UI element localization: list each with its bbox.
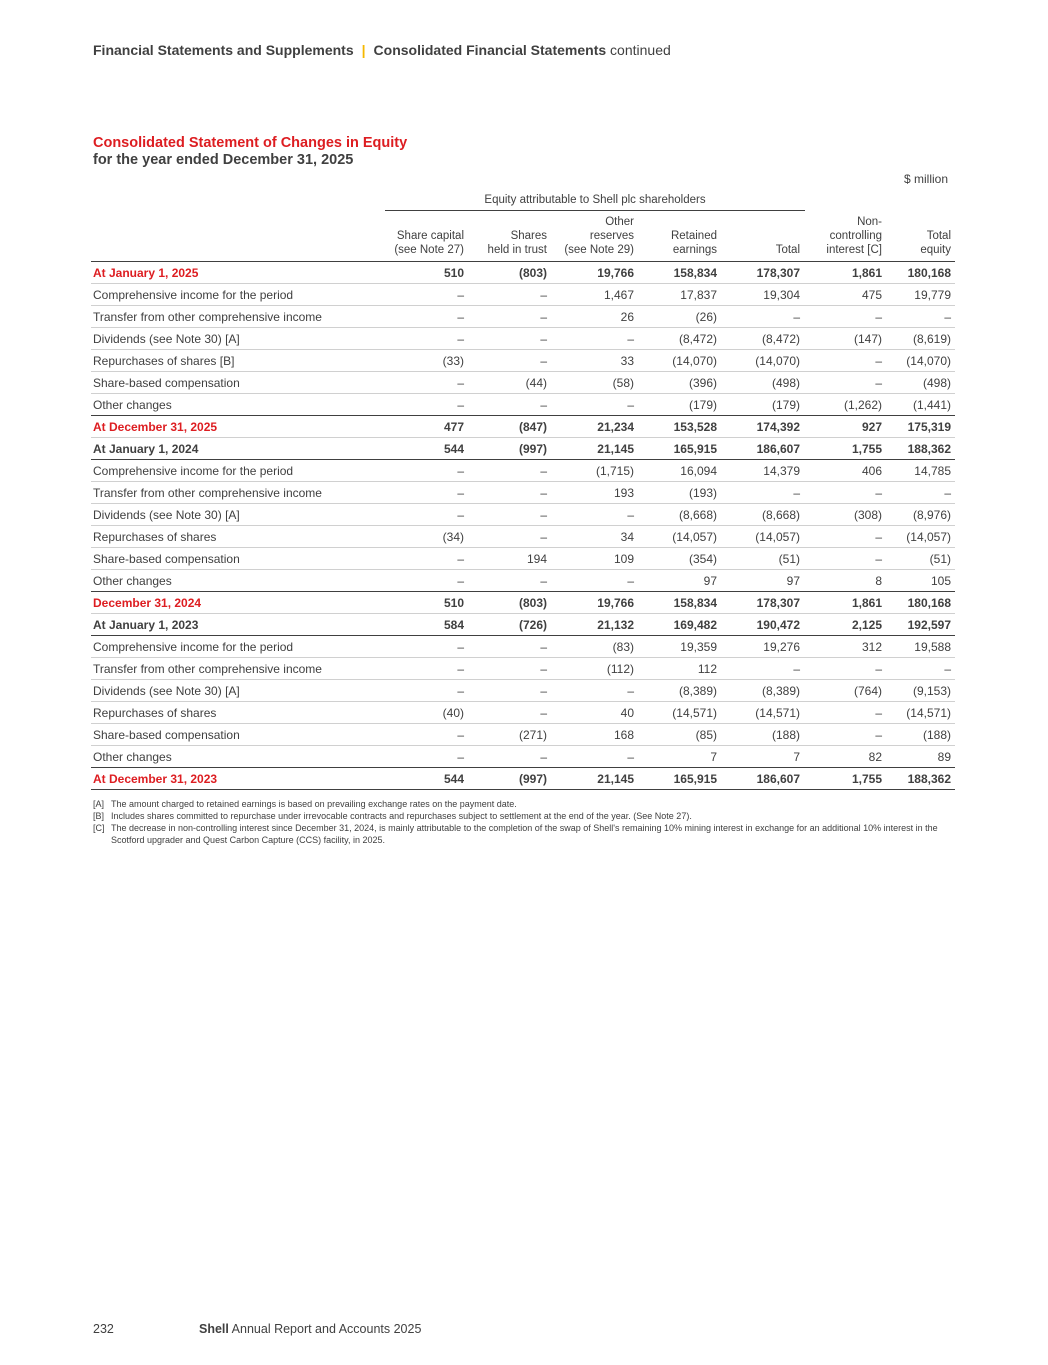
table-cell: – [386,658,468,680]
table-cell: (179) [721,394,804,416]
table-cell: (14,571) [638,702,721,724]
table-cell: 165,915 [638,438,721,460]
table-cell: 180,168 [886,592,955,614]
table-cell: – [386,746,468,768]
table-cell: 312 [804,636,886,658]
table-cell: (14,571) [886,702,955,724]
table-cell: (34) [386,526,468,548]
table-cell: (51) [721,548,804,570]
table-row [91,284,955,306]
table-cell: 475 [804,284,886,306]
column-header-row [91,215,955,262]
table-cell: 188,362 [886,768,955,790]
table-cell: 21,234 [551,416,638,438]
column-header [886,215,955,262]
row-label: Other changes [91,394,386,416]
table-cell: 16,094 [638,460,721,482]
table-cell: 168 [551,724,638,746]
table-cell: 21,132 [551,614,638,636]
footer-report-title: Annual Report and Accounts 2025 [231,1322,422,1336]
footnote-text: The decrease in non-controlling interest since December 31, 2024, is mainly attributable to the completion of the swap of Shell's remaining 10% mining interest in exchange for an additional 10% interest in the Scotford upgrader and Quest Carbon Capture (CCS) facility, in 2025. [111,823,938,845]
row-label: At January 1, 2025 [91,262,386,284]
footnote [93,810,955,822]
row-label: Dividends (see Note 30) [A] [91,328,386,350]
table-cell: (8,668) [638,504,721,526]
table-cell: – [551,394,638,416]
equity-table [91,215,955,790]
footnote [93,822,955,846]
column-header [638,215,721,262]
page-footer [93,1322,421,1336]
table-row [91,548,955,570]
table-cell: (8,472) [638,328,721,350]
table-cell: – [468,328,551,350]
column-header-line: Shares [510,230,547,242]
table-cell: 175,319 [886,416,955,438]
column-header-line: Non- [857,216,882,228]
table-cell: – [804,724,886,746]
row-label: Repurchases of shares [91,526,386,548]
table-cell: – [804,548,886,570]
table-cell: 40 [551,702,638,724]
equity-table-body [91,262,955,790]
table-row [91,460,955,482]
table-cell: – [386,680,468,702]
table-cell: (1,262) [804,394,886,416]
table-cell: 14,785 [886,460,955,482]
statement-title-block [93,135,407,169]
table-cell: – [551,328,638,350]
table-cell: 510 [386,262,468,284]
column-header-line: earnings [672,244,717,256]
row-label: At January 1, 2023 [91,614,386,636]
table-cell: – [468,570,551,592]
footnote-tag: [C] [93,823,105,833]
table-cell: – [721,482,804,504]
row-label: December 31, 2024 [91,592,386,614]
table-cell: (85) [638,724,721,746]
table-cell: (14,571) [721,702,804,724]
table-row [91,614,955,636]
table-cell: – [386,636,468,658]
table-cell: – [386,504,468,526]
column-header [551,215,638,262]
table-cell: – [386,570,468,592]
table-cell: – [721,658,804,680]
table-cell: (803) [468,262,551,284]
column-header-line: (see Note 29) [564,244,634,256]
table-cell: (33) [386,350,468,372]
table-cell: (1,715) [551,460,638,482]
table-row [91,768,955,790]
table-cell: (8,389) [638,680,721,702]
row-label: Other changes [91,746,386,768]
table-cell: 7 [721,746,804,768]
table-row [91,658,955,680]
table-cell: 14,379 [721,460,804,482]
footnote-text: The amount charged to retained earnings is based on prevailing exchange rates on the payment date. [111,799,517,809]
table-cell: (8,976) [886,504,955,526]
table-cell: 19,766 [551,592,638,614]
column-header-line: Share capital [396,230,464,242]
table-cell: 169,482 [638,614,721,636]
table-cell: (44) [468,372,551,394]
table-cell: 21,145 [551,768,638,790]
table-cell: (726) [468,614,551,636]
statement-period: for the year ended December 31, 2025 [93,152,354,168]
footnote-text: Includes shares committed to repurchase under irrevocable contracts and repurchases subject to settlement at the end of the year. (See Note 27). [111,811,692,821]
table-cell: – [386,724,468,746]
table-cell: 19,276 [721,636,804,658]
table-cell: (997) [468,768,551,790]
row-label: Dividends (see Note 30) [A] [91,680,386,702]
table-row [91,724,955,746]
table-cell: 153,528 [638,416,721,438]
table-cell: – [468,680,551,702]
column-header [468,215,551,262]
table-cell: 7 [638,746,721,768]
table-cell: 89 [886,746,955,768]
statement-title: Consolidated Statement of Changes in Equity [93,135,408,151]
table-row [91,702,955,724]
table-cell: 192,597 [886,614,955,636]
table-cell: 477 [386,416,468,438]
table-cell: (83) [551,636,638,658]
table-cell: – [804,702,886,724]
table-cell: – [386,394,468,416]
table-row [91,438,955,460]
table-cell: (14,070) [638,350,721,372]
table-cell: – [468,460,551,482]
table-row [91,746,955,768]
table-cell: 193 [551,482,638,504]
row-label: At January 1, 2024 [91,438,386,460]
column-header-blank [91,215,386,262]
table-cell: 194 [468,548,551,570]
table-cell: – [468,394,551,416]
table-cell: – [804,350,886,372]
table-cell: – [468,636,551,658]
table-cell: – [551,570,638,592]
row-label: Share-based compensation [91,724,386,746]
table-row [91,504,955,526]
row-label: Repurchases of shares [B] [91,350,386,372]
table-row [91,482,955,504]
table-cell: 82 [804,746,886,768]
table-cell: (51) [886,548,955,570]
table-row [91,262,955,284]
column-header-line: (see Note 27) [394,244,464,256]
column-header-line: Other [605,216,634,228]
table-cell: 19,304 [721,284,804,306]
table-cell: – [886,658,955,680]
table-cell: – [804,526,886,548]
table-cell: (803) [468,592,551,614]
table-cell: 174,392 [721,416,804,438]
table-cell: 544 [386,438,468,460]
table-cell: 584 [386,614,468,636]
table-cell: 1,467 [551,284,638,306]
table-cell: – [804,372,886,394]
table-cell: – [804,658,886,680]
table-cell: 19,588 [886,636,955,658]
table-cell: – [468,746,551,768]
table-cell: 158,834 [638,592,721,614]
table-cell: – [386,460,468,482]
table-cell: – [468,306,551,328]
table-cell: (354) [638,548,721,570]
table-row [91,306,955,328]
table-cell: 26 [551,306,638,328]
table-cell: 19,359 [638,636,721,658]
table-cell: – [468,504,551,526]
table-cell: (14,070) [886,350,955,372]
table-cell: (112) [551,658,638,680]
table-cell: 186,607 [721,438,804,460]
table-row [91,570,955,592]
column-header-line: Total [926,230,951,242]
table-cell: (9,153) [886,680,955,702]
table-cell: – [468,284,551,306]
table-cell: (26) [638,306,721,328]
table-cell: (188) [721,724,804,746]
table-cell: 178,307 [721,592,804,614]
row-label: Comprehensive income for the period [91,284,386,306]
table-cell: (1,441) [886,394,955,416]
table-row [91,636,955,658]
unit-label: $ million [903,172,948,186]
table-row [91,680,955,702]
table-cell: 190,472 [721,614,804,636]
row-label: At December 31, 2023 [91,768,386,790]
table-cell: (14,057) [721,526,804,548]
footer-brand: Shell [199,1322,229,1336]
table-row [91,394,955,416]
table-row [91,372,955,394]
table-cell: 21,145 [551,438,638,460]
table-cell: 112 [638,658,721,680]
table-cell: – [886,482,955,504]
table-cell: – [721,306,804,328]
row-label: Repurchases of shares [91,702,386,724]
table-cell: – [386,482,468,504]
table-cell: 97 [721,570,804,592]
row-label: Share-based compensation [91,372,386,394]
table-cell: – [468,658,551,680]
table-cell: (498) [886,372,955,394]
table-row [91,350,955,372]
table-cell: 19,766 [551,262,638,284]
table-cell: (14,057) [886,526,955,548]
row-label: Other changes [91,570,386,592]
row-label: Share-based compensation [91,548,386,570]
table-cell: 927 [804,416,886,438]
column-header-line: Total [775,244,800,256]
table-cell: – [468,350,551,372]
table-cell: 165,915 [638,768,721,790]
table-cell: 109 [551,548,638,570]
table-cell: – [468,702,551,724]
table-cell: – [468,526,551,548]
table-cell: (271) [468,724,551,746]
table-cell: – [551,504,638,526]
table-cell: – [804,482,886,504]
column-header-line: interest [C] [826,244,882,256]
header-divider: | [361,42,366,58]
table-cell: 188,362 [886,438,955,460]
table-cell: 1,755 [804,438,886,460]
row-label: Comprehensive income for the period [91,460,386,482]
column-header-line: equity [920,244,951,256]
table-cell: (997) [468,438,551,460]
row-label: Comprehensive income for the period [91,636,386,658]
table-cell: – [386,328,468,350]
header-subsection: Consolidated Financial Statements [373,42,607,58]
table-cell: 510 [386,592,468,614]
running-header [93,42,671,58]
column-header [721,215,804,262]
row-label: Transfer from other comprehensive income [91,482,386,504]
table-row [91,526,955,548]
table-cell: – [468,482,551,504]
footnote-tag: [A] [93,799,105,809]
table-cell: (147) [804,328,886,350]
row-label: At December 31, 2025 [91,416,386,438]
table-cell: 17,837 [638,284,721,306]
table-cell: 34 [551,526,638,548]
footnotes [93,798,955,846]
page-number: 232 [93,1322,114,1336]
row-label: Transfer from other comprehensive income [91,658,386,680]
table-cell: (764) [804,680,886,702]
table-cell: – [804,306,886,328]
table-cell: – [551,680,638,702]
table-cell: – [386,372,468,394]
table-cell: (847) [468,416,551,438]
equity-group-header: Equity attributable to Shell plc shareholders [385,194,805,211]
table-cell: 97 [638,570,721,592]
column-header-line: reserves [589,230,634,242]
table-cell: (8,389) [721,680,804,702]
table-cell: – [386,284,468,306]
table-cell: – [386,306,468,328]
table-cell: 158,834 [638,262,721,284]
table-cell: 1,861 [804,592,886,614]
table-cell: 19,779 [886,284,955,306]
table-cell: (498) [721,372,804,394]
table-cell: 1,755 [804,768,886,790]
table-cell: (14,057) [638,526,721,548]
table-cell: (193) [638,482,721,504]
table-cell: (8,668) [721,504,804,526]
column-header-line: controlling [829,230,882,242]
table-cell: 180,168 [886,262,955,284]
table-cell: (14,070) [721,350,804,372]
table-cell: 8 [804,570,886,592]
table-cell: – [386,548,468,570]
table-row [91,592,955,614]
table-row [91,328,955,350]
table-cell: 406 [804,460,886,482]
header-section: Financial Statements and Supplements [93,42,354,58]
column-header-line: held in trust [487,244,547,256]
table-cell: – [886,306,955,328]
header-continued: continued [610,42,671,58]
table-cell: (8,619) [886,328,955,350]
table-cell: 544 [386,768,468,790]
table-cell: (188) [886,724,955,746]
row-label: Transfer from other comprehensive income [91,306,386,328]
table-cell: 186,607 [721,768,804,790]
table-cell: – [551,746,638,768]
footnote [93,798,955,810]
table-cell: (8,472) [721,328,804,350]
table-cell: (58) [551,372,638,394]
table-cell: 1,861 [804,262,886,284]
table-cell: (40) [386,702,468,724]
table-cell: 33 [551,350,638,372]
table-cell: 105 [886,570,955,592]
table-cell: 178,307 [721,262,804,284]
table-cell: (308) [804,504,886,526]
column-header [804,215,886,262]
column-header-line: Retained [670,230,717,242]
column-header [386,215,468,262]
table-row [91,416,955,438]
table-cell: (396) [638,372,721,394]
footnote-tag: [B] [93,811,105,821]
row-label: Dividends (see Note 30) [A] [91,504,386,526]
table-cell: (179) [638,394,721,416]
table-cell: 2,125 [804,614,886,636]
